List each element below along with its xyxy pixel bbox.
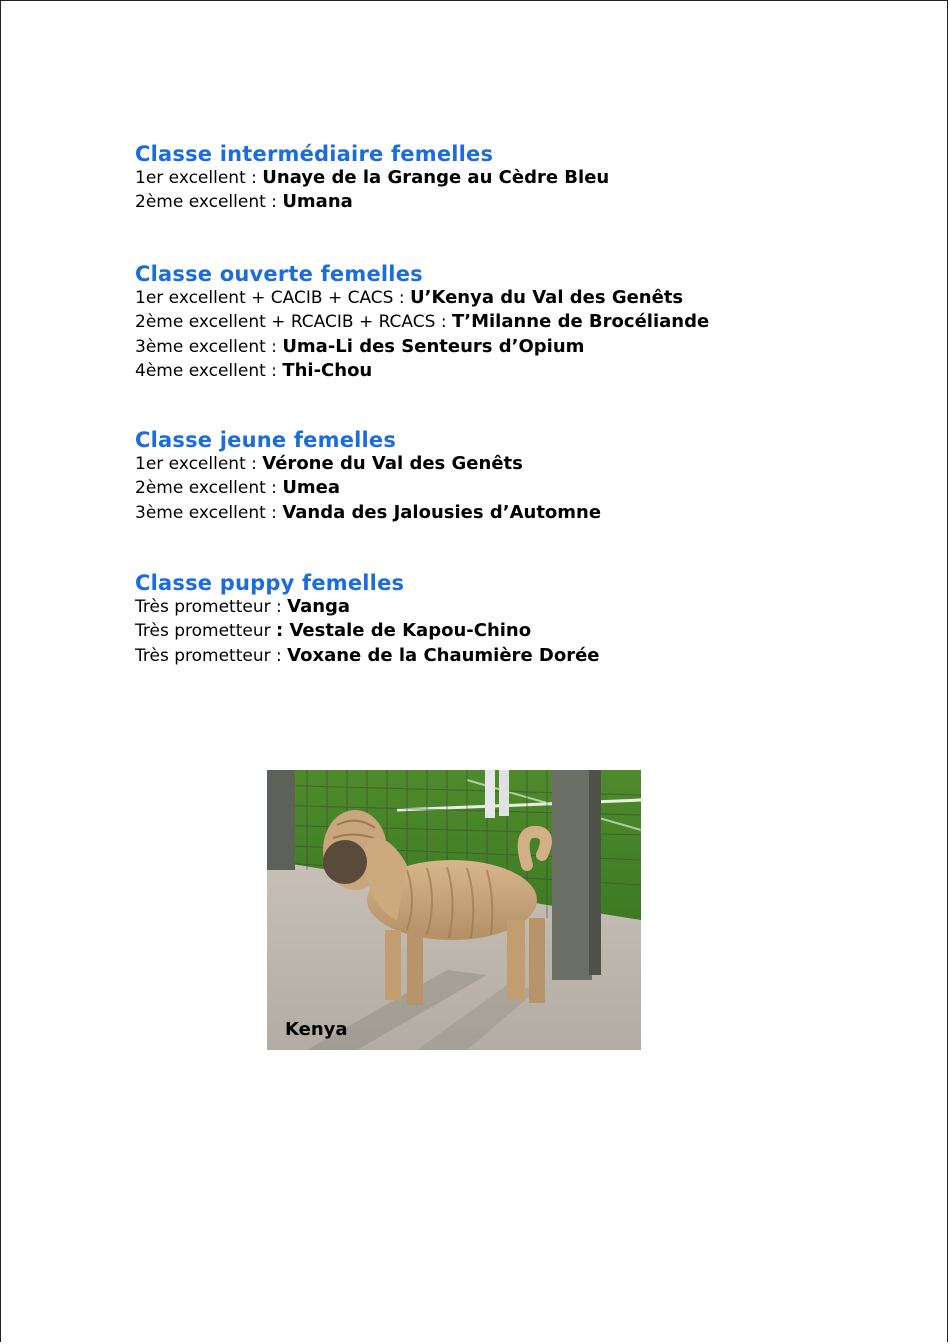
entry-prefix: Très prometteur : [135,645,288,666]
dog-photo [267,770,641,1050]
list-item [135,359,709,383]
entry-prefix: 4ème excellent : [135,360,283,381]
entry-prefix: Très prometteur : [135,597,288,617]
list-item [135,476,601,500]
entry-name: Umea [282,477,341,499]
entry-name: Vanda des Jalousies d’Automne [282,501,602,523]
section-title: Classe ouverte femelles [135,262,423,286]
entry-name: Thi-Chou [282,359,373,381]
entry-prefix: Très prometteur [135,621,277,642]
entry-name: Vérone du Val des Genêts [262,453,523,474]
entry-name: Voxane de la Chaumière Dorée [287,644,600,666]
list-item [135,619,600,643]
entry-prefix: 1er excellent : [135,454,263,474]
section-puppy [135,571,600,668]
section-title: Classe puppy femelles [135,571,405,595]
list-item [135,501,601,525]
entry-prefix: 2ème excellent : [135,478,283,499]
entry-prefix: 1er excellent : [135,168,263,188]
entry-name: Umana [282,191,353,213]
section-intermediaire [135,142,609,215]
photo-caption: Kenya [285,1019,348,1040]
list-item [135,166,609,190]
section-ouverte [135,262,709,383]
entry-prefix: 2ème excellent : [135,192,283,213]
entry-name: : Vestale de Kapou-Chino [276,620,532,642]
entry-name: Uma-Li des Senteurs d’Opium [282,335,585,357]
entry-name: Vanga [287,596,351,617]
entry-name: T’Milanne de Brocéliande [451,311,710,333]
list-item [135,190,609,214]
list-item [135,335,709,359]
entry-name: Unaye de la Grange au Cèdre Bleu [262,167,610,188]
list-item [135,286,709,310]
entry-prefix: 2ème excellent + RCACIB + RCACS : [135,312,452,333]
list-item [135,452,601,476]
entry-prefix: 3ème excellent : [135,502,283,523]
section-title: Classe intermédiaire femelles [135,142,494,166]
entry-name: U’Kenya du Val des Genêts [410,287,684,308]
section-jeune [135,428,601,525]
dog-photo-illustration [267,770,641,1050]
list-item [135,644,600,668]
entry-prefix: 1er excellent + CACIB + CACS : [135,288,410,308]
entry-prefix: 3ème excellent : [135,336,283,357]
list-item [135,595,600,619]
section-title: Classe jeune femelles [135,428,397,452]
list-item [135,310,709,334]
